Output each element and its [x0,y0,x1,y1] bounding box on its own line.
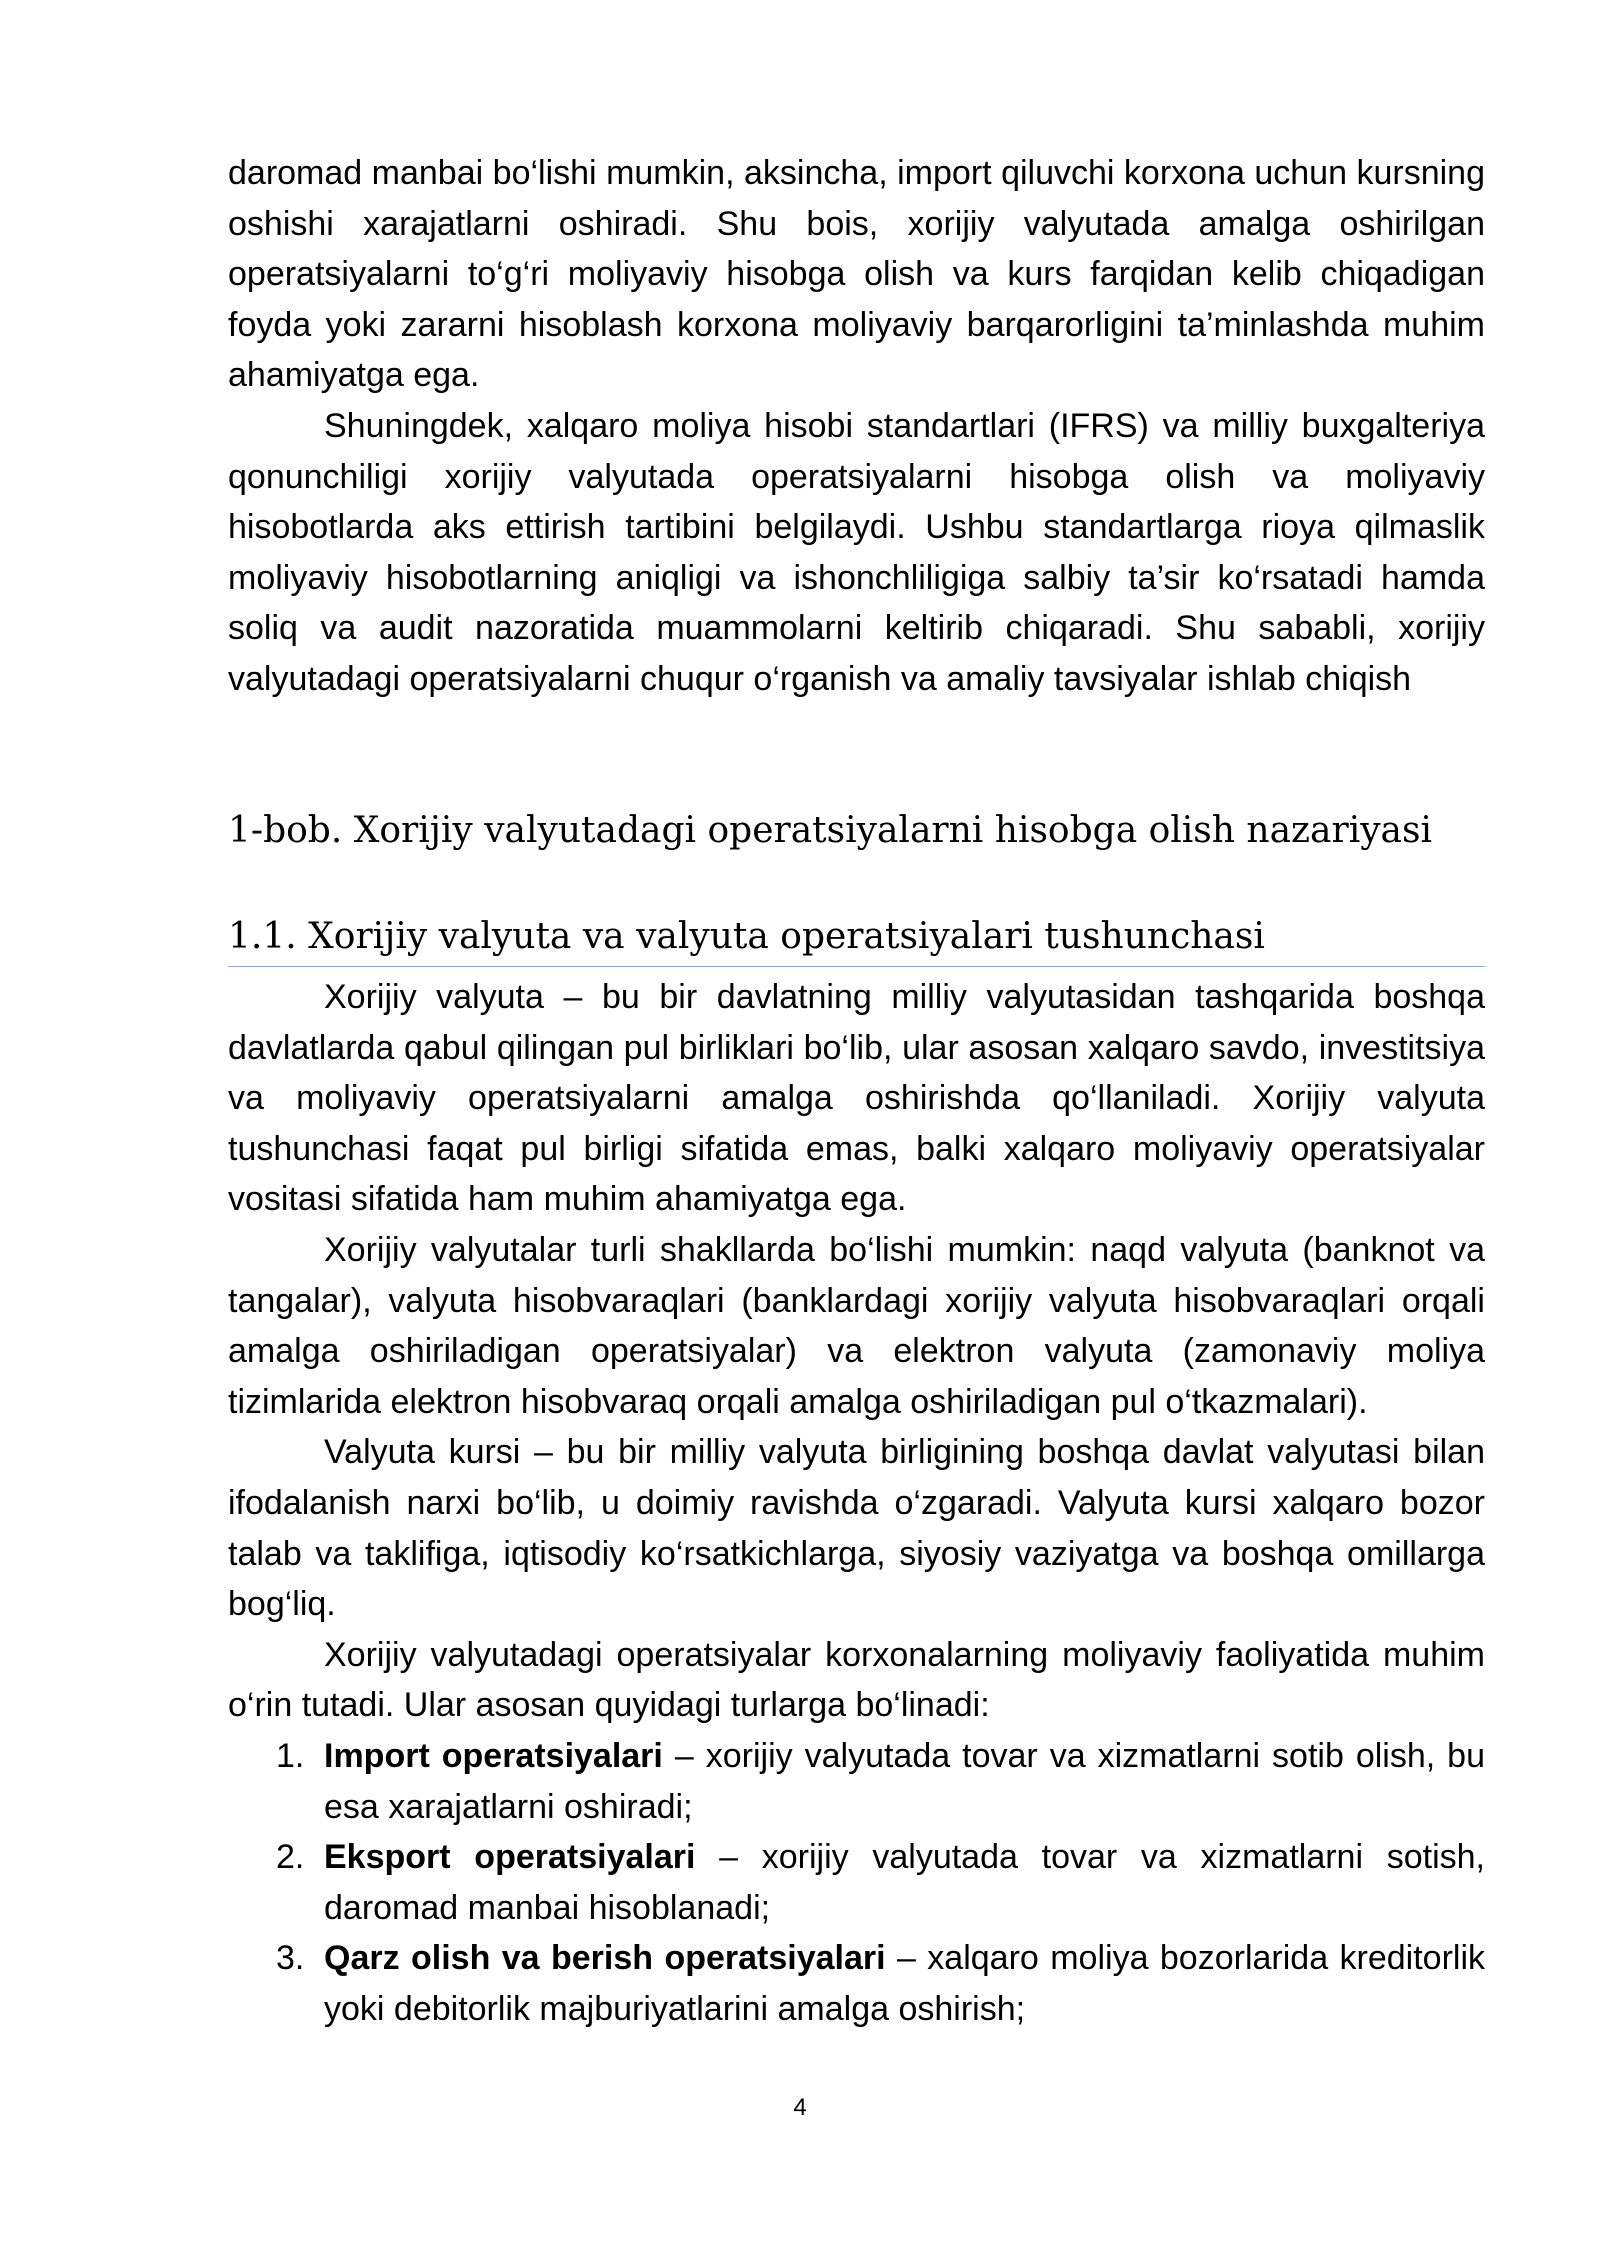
section-paragraph-1: Xorijiy valyuta – bu bir davlatning milliy valyutasidan tashqarida boshqa davlatlarda qabul qilingan pul birliklari bo‘lib, ular asosan xalqaro savdo, investitsiya va moliyaviy operatsiyalarni amalga oshirishda qo‘llaniladi. Xorijiy valyuta tushunchasi faqat pul birligi sifatida emas, balki xalqaro moliyaviy operatsiyalar vositasi sifatida ham muhim ahamiyatga ega. [228,978,1485,1219]
list-item-term: Qarz olish va berish operatsiyalari [324,1939,886,1978]
intro-paragraph-2: Shuningdek, xalqaro moliya hisobi standartlari (IFRS) va milliy buxgalteriya qonunchiligi xorijiy valyutada operatsiyalarni hisobga olish va moliyaviy hisobotlarda aks ettirish tartibini belgilaydi. Ushbu standartlarga rioya qilmaslik moliyaviy hisobotlarning aniqligi va ishonchliligiga salbiy ta’sir ko‘rsatadi hamda soliq va audit nazoratida muammolarni keltirib chiqaradi. Shu sababli, xorijiy valyutadagi operatsiyalarni chuqur o‘rganish va amaliy tavsiyalar ishlab chiqish [228,406,1485,698]
intro-text [228,148,1485,705]
list-item-number: 1. [276,1736,305,1775]
list-item-number: 3. [276,1939,305,1978]
list-item-description: – xalqaro moliya bozorlarida kreditorlik yoki debitorlik majburiyatlarini amalga oshirish; [324,1939,1485,2028]
page-number: 4 [793,2094,807,2121]
section-body [228,972,1485,2034]
list-item [228,1933,1485,2034]
section-paragraph-4: Xorijiy valyutadagi operatsiyalar korxonalarning moliyaviy faoliyatida muhim o‘rin tutadi. Ular asosan quyidagi turlarga bo‘linadi: [228,1635,1485,1725]
list-item-description: – xorijiy valyutada tovar va xizmatlarni sotib olish, bu esa xarajatlarni oshiradi; [324,1736,1485,1826]
intro-paragraph-1: daromad manbai bo‘lishi mumkin, aksincha, import qiluvchi korxona uchun kursning oshishi xarajatlarni oshiradi. Shu bois, xorijiy valyutada amalga oshirilgan operatsiyalarni to‘g‘ri moliyaviy hisobga olish va kurs farqidan kelib chiqadigan foyda yoki zararni hisoblash korxona moliyaviy barqarorligini ta’minlashda muhim ahamiyatga ega. [228,154,1485,395]
list-item-term: Import operatsiyalari [324,1736,663,1775]
section-title: 1.1. Xorijiy valyuta va valyuta operatsiyalari tushunchasi [228,912,1485,967]
list-item-term: Eksport operatsiyalari [324,1838,696,1877]
section-paragraph-3: Valyuta kursi – bu bir milliy valyuta birligining boshqa davlat valyutasi bilan ifodalanish narxi bo‘lib, u doimiy ravishda o‘zgaradi. Valyuta kursi xalqaro bozor talab va taklifiga, iqtisodiy ko‘rsatkichlarga, siyosiy vaziyatga va boshqa omillarga bog‘liq. [228,1433,1485,1624]
list-item-description: – xorijiy valyutada tovar va xizmatlarni sotish, daromad manbai hisoblanadi; [324,1838,1485,1927]
operation-types-list [228,1731,1485,2035]
chapter-title: 1-bob. Xorijiy valyutadagi operatsiyalarni hisobga olish nazariyasi [228,810,1432,851]
section-paragraph-2: Xorijiy valyutalar turli shakllarda bo‘lishi mumkin: naqd valyuta (banknot va tangalar), valyuta hisobvaraqlari (banklardagi xorijiy valyuta hisobvaraqlari orqali amalga oshiriladigan operatsiyalar) va elektron valyuta (zamonaviy moliya tizimlarida elektron hisobvaraq orqali amalga oshiriladigan pul o‘tkazmalari). [228,1230,1485,1421]
list-item [228,1731,1485,1832]
list-item [228,1832,1485,1933]
list-item-number: 2. [276,1838,305,1877]
